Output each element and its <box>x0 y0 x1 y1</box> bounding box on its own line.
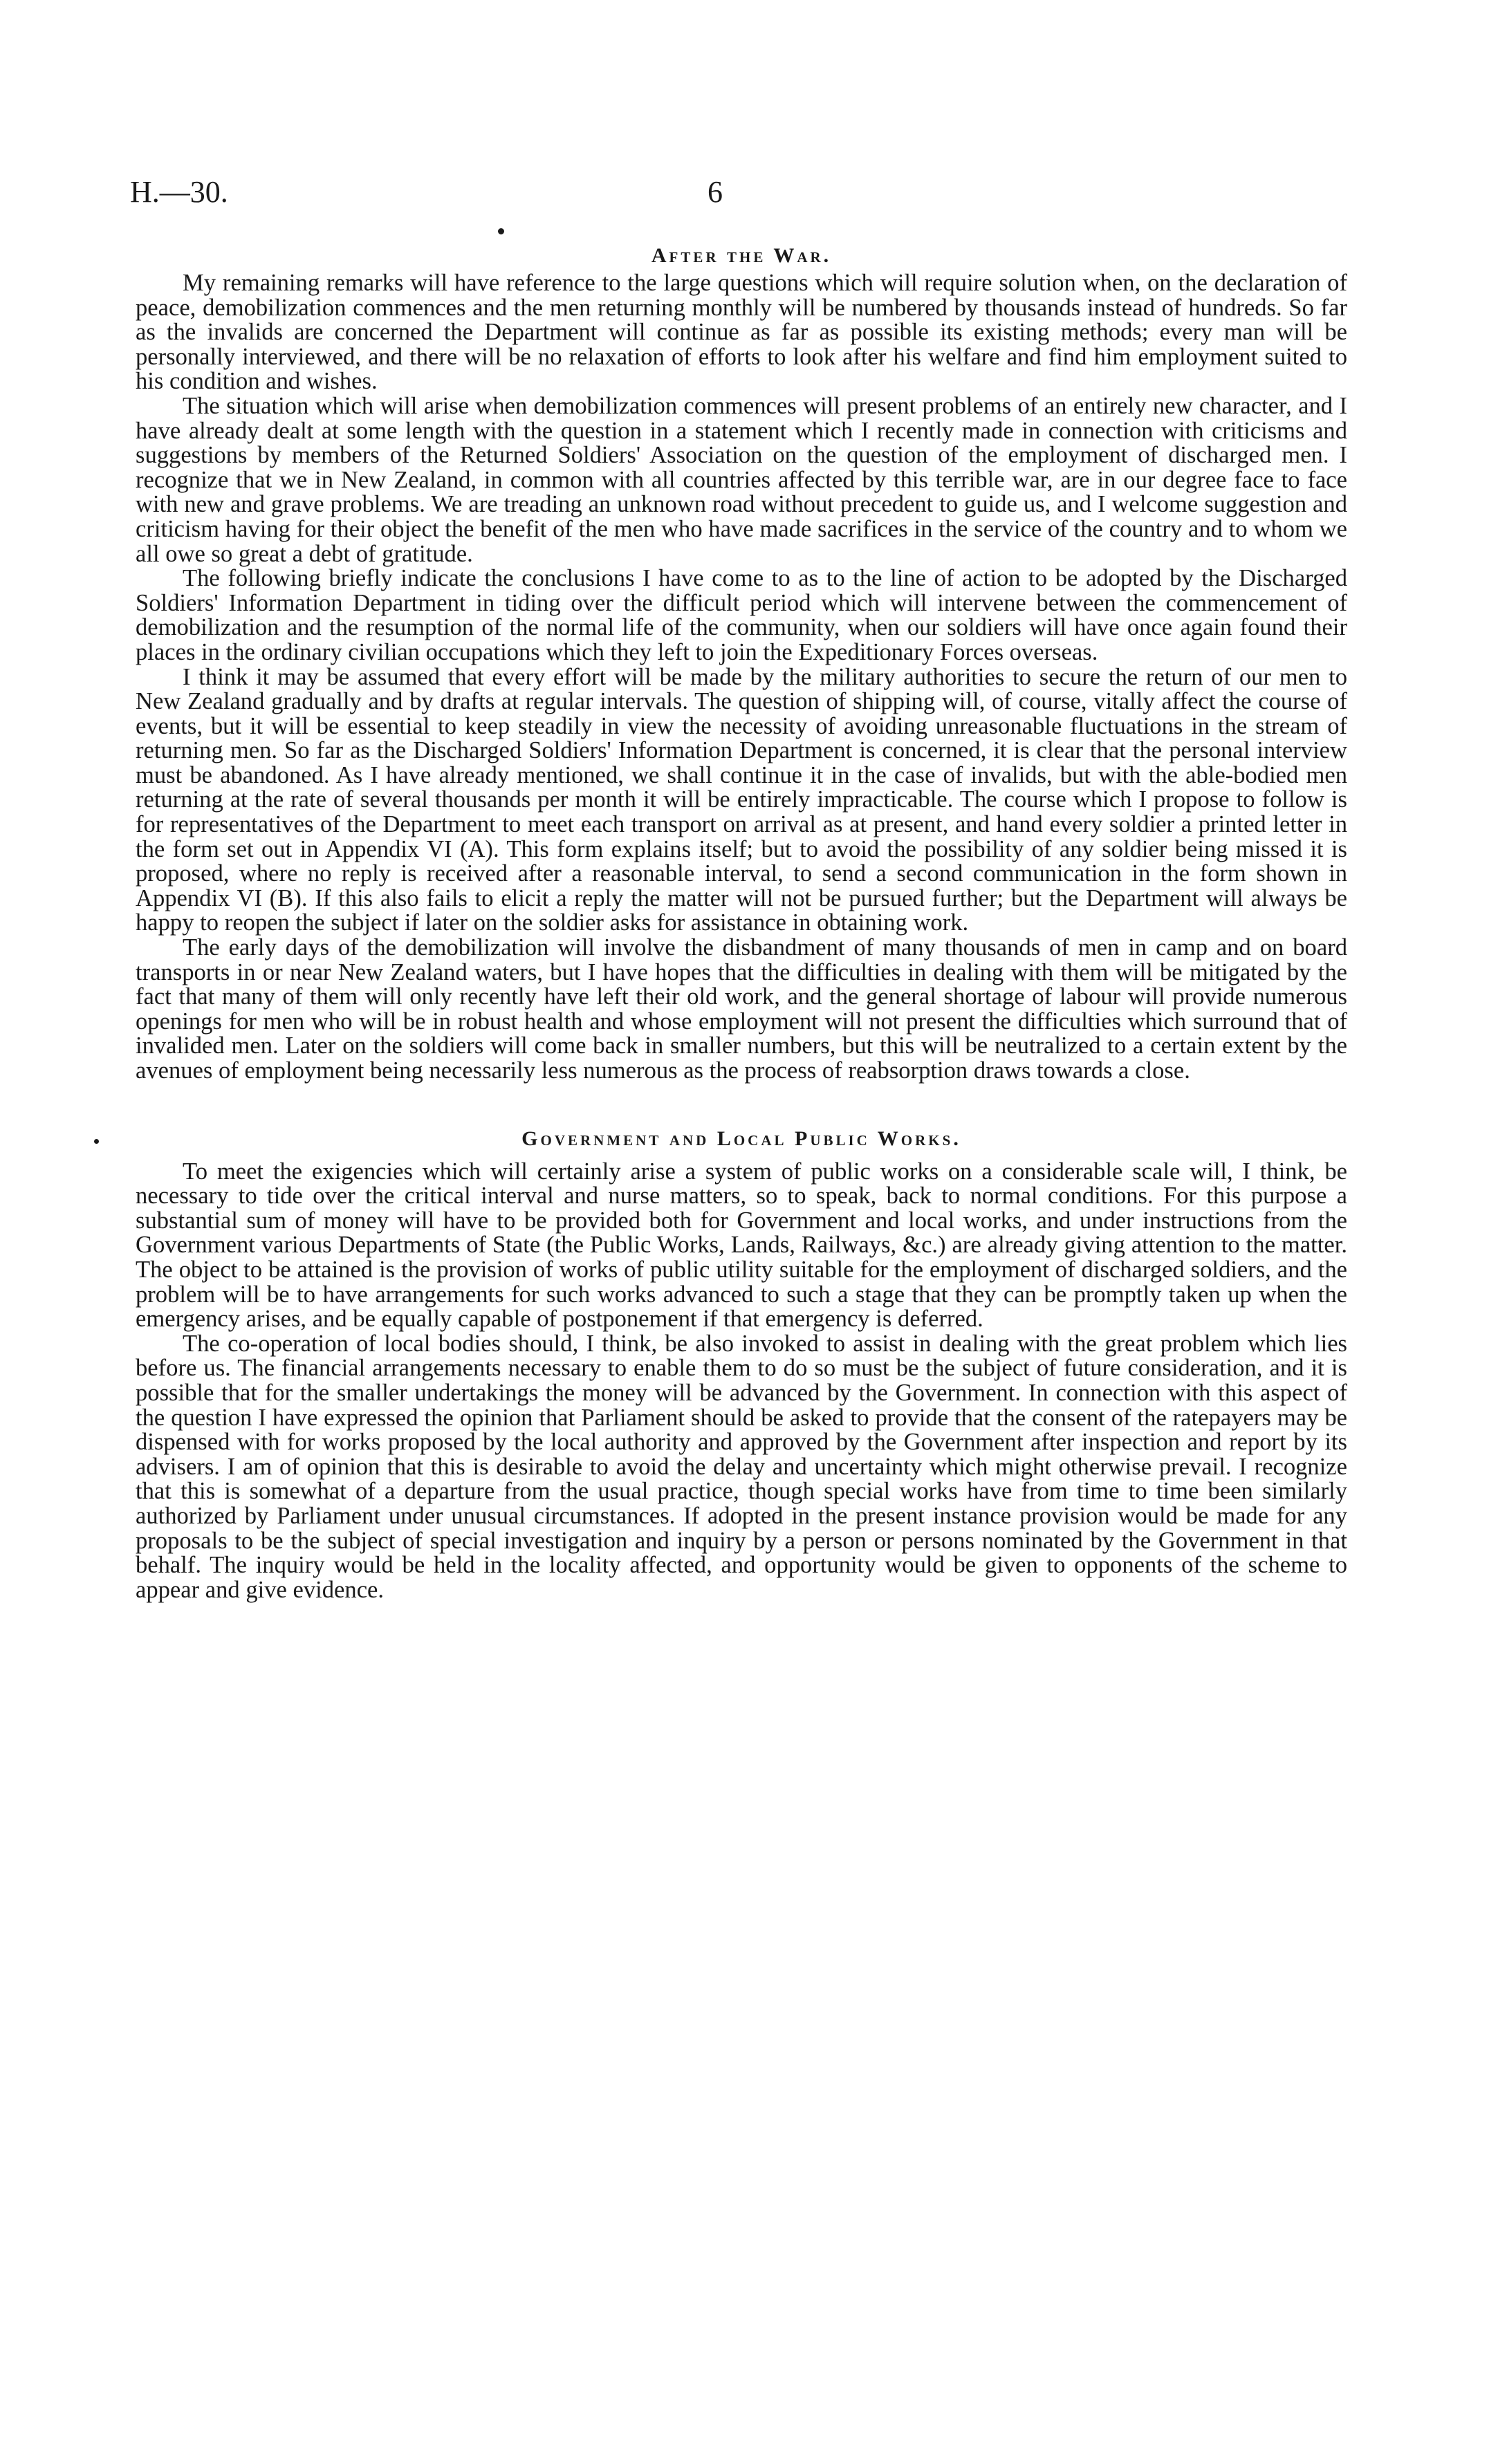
page-header <box>130 174 1368 216</box>
document-body <box>136 241 1347 1602</box>
paragraph: The early days of the demobilization will involve the disbandment of many thousands of men in camp and on board transports in or near New Zealand waters, but I have hopes that the difficulties in dealing with them will be mitigated by the fact that many of them will only recently have left their old work, and the general shortage of labour will provide numerous openings for men who will be in robust health and whose employment will not present the difficulties which surround that of invalided men. Later on the soldiers will come back in smaller numbers, but this will be neutralized to a certain extent by the avenues of employment being necessarily less numerous as the process of reabsorption draws towards a close. <box>136 934 1347 1084</box>
paragraph: The situation which will arise when demobilization commences will present problems of an entirely new character, and I have already dealt at some length with the question in a statement which I recently made in connection with criticisms and suggestions by members of the Returned Soldiers' Association on the question of the employment of discharged men. I recognize that we in New Zealand, in common with all countries affected by this terrible war, are in our degree face to face with new and grave problems. We are treading an unknown road without precedent to guide us, and I welcome suggestion and criticism having for their object the benefit of the men who have made sacrifices in the service of the country and to whom we all owe so great a debt of gratitude. <box>136 392 1347 567</box>
paragraph: The co-operation of local bodies should, I think, be also invoked to assist in dealing with the great problem which lies before us. The financial arrangements necessary to enable them to do so must be the subject of future consideration, and it is possible that for the smaller undertakings the money will be advanced by the Government. In connection with this aspect of the question I have expressed the opinion that Parliament should be asked to provide that the consent of the ratepayers may be dispensed with for works proposed by the local authority and approved by the Government after inspection and report by its advisers. I am of opinion that this is desirable to avoid the delay and uncertainty which might otherwise prevail. I recognize that this is somewhat of a departure from the usual practice, though special works have from time to time been similarly authorized by Parliament under unusual circumstances. If adopted in the present instance provision would be made for any proposals to be the subject of special investigation and inquiry by a person or persons nominated by the Government in that behalf. The inquiry would be held in the locality affected, and opportunity would be given to opponents of the scheme to appear and give evidence. <box>136 1330 1347 1603</box>
paragraph: To meet the exigencies which will certainly arise a system of public works on a considerable scale will, I think, be necessary to tide over the critical interval and nurse matters, so to speak, back to normal conditions. For this purpose a substantial sum of money will have to be provided both for Government and local works, and under instructions from the Government various Departments of State (the Public Works, Lands, Railways, &c.) are already giving attention to the matter. The object to be attained is the provision of works of public utility suitable for the employment of discharged soldiers, and the problem will be to have arrangements for such works advanced to such a stage that they can be promptly taken up when the emergency arises, and be equally capable of postponement if that emergency is deferred. <box>136 1158 1347 1333</box>
paragraph: My remaining remarks will have reference to the large questions which will require solution when, on the declaration of peace, demobilization commences and the men returning monthly will be numbered by thousands instead of hundreds. So far as the invalids are concerned the Department will continue as far as possible its existing methods; every man will be personally interviewed, and there will be no relaxation of efforts to look after his welfare and find him employment suited to his condition and wishes. <box>136 270 1347 395</box>
print-mark-dot <box>498 228 504 234</box>
paragraph: The following briefly indicate the conclusions I have come to as to the line of action to be adopted by the Discharged Soldiers' Information Department in tiding over the difficult period which will intervene between the commencement of demobilization and the resumption of the normal life of the community, when our soldiers will have once again found their places in the ordinary civilian occupations which they left to join the Expeditionary Forces overseas. <box>136 565 1347 665</box>
page-number: 6 <box>708 175 723 209</box>
paragraph: I think it may be assumed that every effort will be made by the military authorities to secure the return of our men to New Zealand gradually and by drafts at regular intervals. The question of shipping will, of course, vitally affect the course of events, but it will be essential to keep steadily in view the necessity of avoiding unreasonable fluctuations in the stream of returning men. So far as the Discharged Soldiers' Information Department is concerned, it is clear that the personal interview must be abandoned. As I have already mentioned, we shall continue it in the case of invalids, but with the able-bodied men returning at the rate of several thousands per month it will be entirely impracticable. The course which I propose to follow is for representatives of the Department to meet each transport on arrival as at present, and hand every soldier a printed letter in the form set out in Appendix VI (A). This form explains itself; but to avoid the possibility of any soldier being missed it is proposed, where no reply is received after a reasonable interval, to send a second communication in the form shown in Appendix VI (B). If this also fails to elicit a reply the matter will not be pursued further; but the Department will always be happy to reopen the subject if later on the soldier asks for assistance in obtaining work. <box>136 663 1347 936</box>
section-title-after-the-war: After the War. <box>651 244 832 267</box>
document-reference: H.—30. <box>130 175 228 209</box>
section-title-public-works: Government and Local Public Works. <box>521 1127 961 1150</box>
margin-mark-dot <box>94 1139 99 1144</box>
